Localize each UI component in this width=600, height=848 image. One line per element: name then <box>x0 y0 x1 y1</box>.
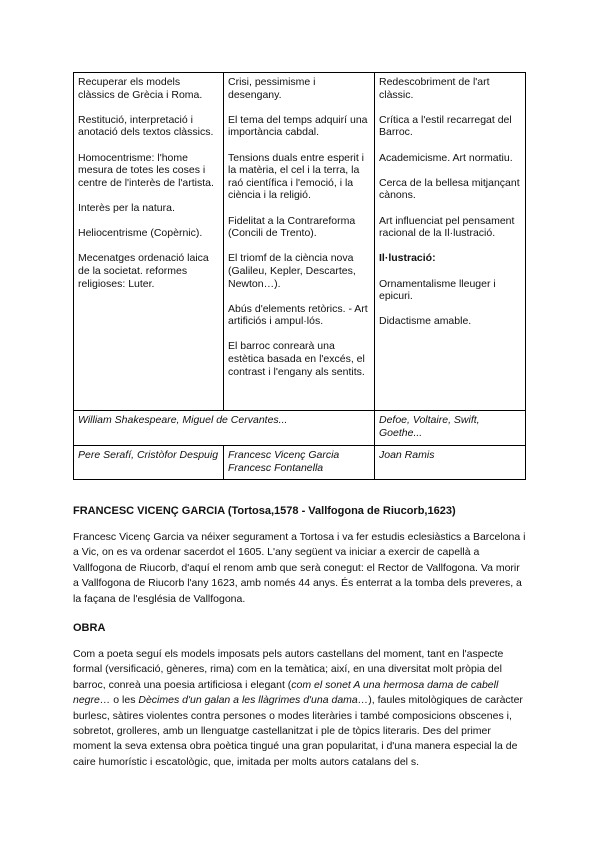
authors-cell: Joan Ramis <box>375 446 526 480</box>
universal-authors-row <box>74 411 526 446</box>
bio-paragraph: Francesc Vicenç Garcia va néixer segurament a Tortosa i va fer estudis eclesiàstics a Barcelona i a Vic, on es va ordenar sacerdot el 1605. L'any següent va iniciar a exercir de capellà a Vallfogona de Riucorb, d'aquí el renom amb que serà conegut: el Rector de Vallfogona. Va morir a Vallfogona de Riucorb l'any 1623, amb només 44 anys. És enterrat a la tomba dels preveres, a la façana de l'església de Vallfogona. <box>73 531 526 605</box>
authors-cell: Pere Serafí, Cristòfor Despuig <box>74 446 224 480</box>
table-text: El tema del temps adquirí una importància cabdal. <box>228 113 368 139</box>
table-text: Homocentrisme: l'home mesura de totes les coses i centre de l'interès de l'artista. <box>78 151 214 189</box>
table-text: Art influenciat pel pensament racional de la Il·lustració. <box>379 214 515 240</box>
obra-heading: OBRA <box>73 622 106 634</box>
table-text: Ornamentalisme lleuger i epicuri. <box>379 277 496 303</box>
renaissance-cell <box>74 73 224 411</box>
table-text: Restitució, interpretació i anotació dels textos clàssics. <box>78 113 214 139</box>
table-text: Mecenatges ordenació laica de la societat. reformes religioses: Luter. <box>78 252 209 290</box>
table-text: El triomf de la ciència nova (Galileu, Kepler, Descartes, Newton…). <box>228 252 356 290</box>
table-text: Heliocentrisme (Copèrnic). <box>78 227 203 240</box>
table-text: Cerca de la bellesa mitjançant cànons. <box>379 176 520 202</box>
authors-cell: Defoe, Voltaire, Swift, Goethe... <box>375 411 526 446</box>
table-text: Fidelitat a la Contrareforma (Concili de Trento). <box>228 214 356 240</box>
table-text: Redescobriment de l'art clàssic. <box>379 76 490 101</box>
illustration-heading: Il·lustració: <box>379 252 436 265</box>
table-text: Recuperar els models clàssics de Grècia i Roma. <box>78 76 203 101</box>
table-text: Crisi, pessimisme i desengany. <box>228 76 316 101</box>
italic-title: Dècimes d'un galan a les llàgrimes d'una dama… <box>138 694 369 707</box>
table-text: Abús d'elements retòrics. - Art artificiós i ampul·lós. <box>228 302 368 328</box>
neoclassicism-cell <box>375 73 526 411</box>
paragraph-text: o les <box>110 694 139 707</box>
paragraph-text: ), faules mitològiques de caràcter burlesc, sàtires violentes contra persones o modes literàries i també composicions obscenes i, sobretot, grolleres, amb un llenguatge castellanitzat i ple de tòpics literaris. Des del primer moment la seva extensa obra poètica tingué una gran popularitat, i d'una manera especial la de caire humorístic i escatològic, que, imitada per molts autors catalans del s. <box>73 694 523 768</box>
obra-paragraph <box>73 647 528 770</box>
authors-cell: Francesc Vicenç Garcia Francesc Fontanella <box>224 446 375 480</box>
table-text: Academicisme. Art normatiu. <box>379 151 513 164</box>
authors-cell: William Shakespeare, Miguel de Cervantes... <box>74 411 375 446</box>
periods-table <box>73 72 526 480</box>
table-text: Didactisme amable. <box>379 315 472 328</box>
baroque-cell <box>224 73 375 411</box>
paragraph-text: Com a poeta seguí els models imposats pels autors castellans del moment, tant en l'aspecte formal (versificació, gèneres, rima) com en la temàtica; així, en una diversitat molt pròpia del barroc, conreà una poesia artificiosa i elegant ( <box>73 648 504 691</box>
table-text: El barroc conrearà una estètica basada en l'excés, el contrast i l'engany als sentits. <box>228 340 365 378</box>
table-text: Crítica a l'estil recarregat del Barroc. <box>379 113 512 139</box>
table-text: Tensions duals entre esperit i la matèria, el cel i la terra, la raó científica i l'emoció, i la ciència i la religió. <box>228 151 364 202</box>
characteristics-row <box>74 73 526 411</box>
catalan-authors-row <box>74 446 526 480</box>
italic-title: com el sonet A una hermosa dama de cabell negre… <box>73 678 499 707</box>
table-text: Interès per la natura. <box>78 201 175 214</box>
bio-heading: FRANCESC VICENÇ GARCIA (Tortosa,1578 - Vallfogona de Riucorb,1623) <box>73 505 456 517</box>
